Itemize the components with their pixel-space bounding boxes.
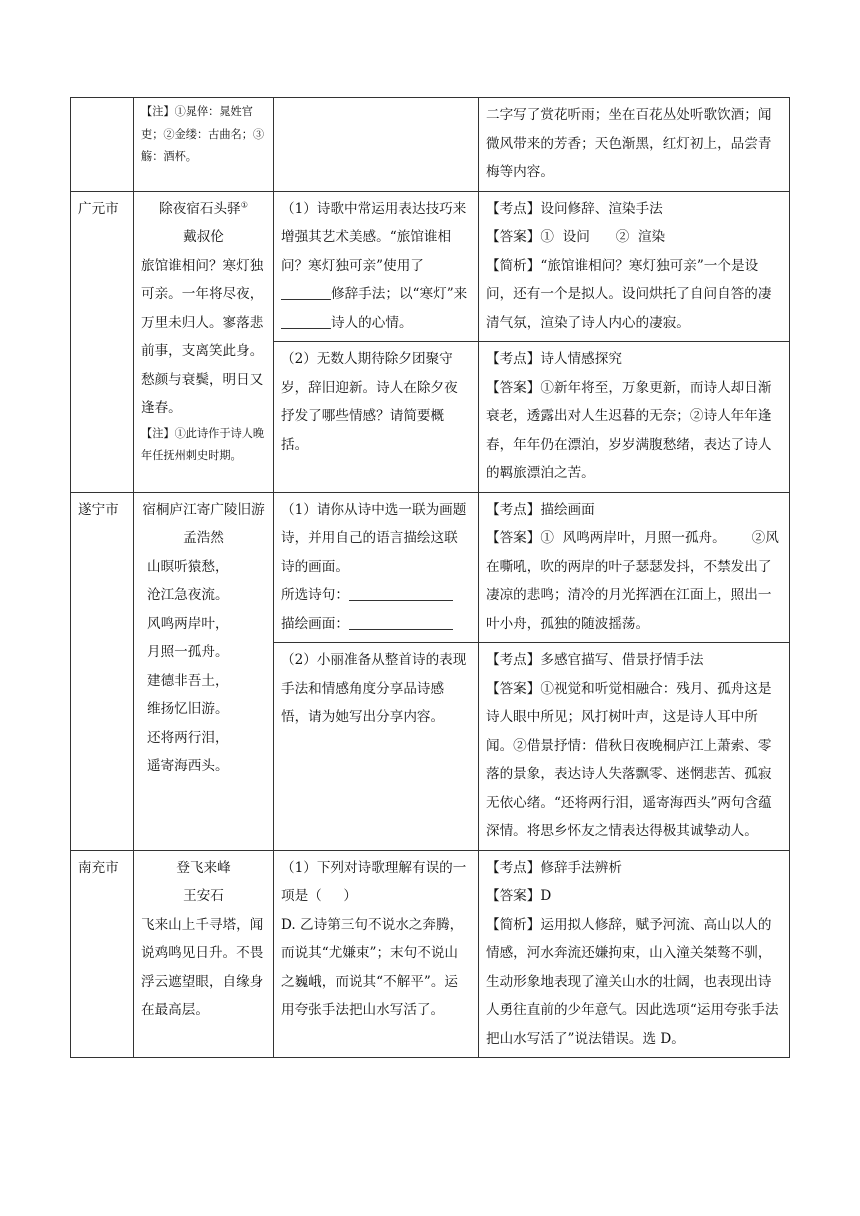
question-text: （1）请你从诗中选一联为画题诗，并用自己的语言描绘这联诗的画面。 <box>281 501 467 575</box>
poem-line: 还将两行泪， <box>147 729 229 746</box>
poem-line: 山暝听猿愁， <box>147 558 229 575</box>
question-text: （2）无数人期待除夕团聚守岁，辞旧迎新。诗人在除夕夜抒发了哪些情感？请简要概括。 <box>281 351 458 453</box>
answer-blank <box>349 585 453 601</box>
poem-note: 【注】①此诗作于诗人晚年任抚州刺史时期。 <box>141 426 265 462</box>
answer-key: 【答案】①新年将至，万象更新，而诗人却日渐衰老，透露出对人生迟暮的无奈；②诗人年年逢春，年年仍在漂泊，岁岁满腹愁绪，表达了诗人的羁旅漂泊之苦。 <box>486 379 772 481</box>
question-text: （1）诗歌中常运用表达技巧来增强其艺术美感。“旅馆谁相问？寒灯独可亲”使用了 <box>281 200 467 274</box>
answer-cell <box>479 850 790 1058</box>
answer-topic: 【考点】修辞手法辨析 <box>486 859 622 876</box>
answer-key: 【答案】① 设问 ② 渲染 <box>486 229 666 245</box>
poem-cell <box>134 98 274 192</box>
poem-author: 王安石 <box>183 888 224 904</box>
question-option: D. 乙诗第三句不说水之奔腾，而说其“尤嫌束”；末句不说山之巍峨，而说其“不解平”。运用夸张手法把山水写活了。 <box>281 916 464 1018</box>
answer-cell <box>479 342 790 493</box>
table-row <box>71 98 790 192</box>
answer-cell <box>479 492 790 643</box>
poem-line: 沧江急夜流。 <box>147 587 229 603</box>
poem-title: 登飞来峰 <box>176 859 231 876</box>
poem-cell <box>134 191 274 492</box>
answer-blank <box>349 614 453 630</box>
poem-line: 维扬忆旧游。 <box>147 701 229 717</box>
question-cell <box>274 342 479 493</box>
answer-analysis: 【简析】运用拟人修辞，赋予河流、高山以人的情感，河水奔流还嫌拘束，山入潼关桀骜不驯，生动形象地表现了潼关山水的壮阔，也表现出诗人勇往直前的少年意气。因此选项“运用夸张手法把山水写活了”说法错误。选 D。 <box>486 916 779 1047</box>
table-row <box>71 191 790 342</box>
answer-topic: 【考点】设问修辞、渲染手法 <box>486 200 663 217</box>
answer-topic: 【考点】描绘画面 <box>486 501 595 518</box>
table-row <box>71 850 790 1058</box>
city-name: 广元市 <box>78 200 119 217</box>
poem-title: 宿桐庐江寄广陵旧游 <box>142 501 265 518</box>
answer-topic: 【考点】诗人情感探究 <box>486 351 622 367</box>
fill-line: 描绘画面： <box>281 610 471 639</box>
poetry-answer-table <box>70 97 790 1058</box>
question-cell <box>274 492 479 643</box>
question-cell <box>274 643 479 851</box>
fill-line: 所选诗句： <box>281 581 471 610</box>
answer-blank <box>281 313 331 329</box>
poem-line: 月照一孤舟。 <box>147 644 229 660</box>
answer-blank <box>281 284 331 300</box>
answer-text: 二字写了赏花听雨；坐在百花丛处听歌饮酒；闻微风带来的芳香；天色渐黑，红灯初上，品尝青梅等内容。 <box>486 107 772 180</box>
answer-key: 【答案】① 风鸣两岸叶，月照一孤舟。 ②风在嘶吼，吹的两岸的叶子瑟瑟发抖，不禁发出了凄凉的悲鸣；清冷的月光挥洒在江面上，照出一叶小舟，孤独的随波摇荡。 <box>486 530 779 632</box>
answer-key: 【答案】D <box>486 888 552 904</box>
answer-analysis: 【简析】“旅馆谁相问？寒灯独可亲”一个是设问，还有一个是拟人。设问烘托了自问自答的凄清气氛，渲染了诗人内心的凄寂。 <box>486 257 772 331</box>
footnote-marker: ① <box>240 199 248 209</box>
city-cell <box>71 191 134 492</box>
city-name: 遂宁市 <box>78 501 119 518</box>
answer-cell <box>479 643 790 851</box>
question-text: 修辞手法；以“寒灯”来 <box>331 286 468 302</box>
poem-title: 除夜宿石头驿① <box>159 199 248 217</box>
poem-line: 建德非吾土， <box>147 672 229 689</box>
poem-cell <box>134 850 274 1058</box>
answer-topic: 【考点】多感官描写、借景抒情手法 <box>486 652 704 668</box>
table-row <box>71 492 790 643</box>
question-text: （1）下列对诗歌理解有误的一项是（ ） <box>281 859 467 904</box>
city-cell <box>71 98 134 192</box>
poem-author: 孟浩然 <box>183 530 224 546</box>
poem-line: 风鸣两岸叶， <box>147 615 229 632</box>
poem-text: 旅馆谁相问？寒灯独可亲。一年将尽夜，万里未归人。寥落悲前事，支离笑此身。愁颜与衰鬓，明日又逢春。 <box>141 257 264 416</box>
question-cell <box>274 850 479 1058</box>
city-cell <box>71 850 134 1058</box>
question-cell <box>274 191 479 342</box>
answer-cell <box>479 191 790 342</box>
poem-cell <box>134 492 274 850</box>
poem-note: 【注】①晁倅：晁姓官吏；②金缕：古曲名；③觞：酒杯。 <box>141 105 265 163</box>
city-name: 南充市 <box>78 859 119 876</box>
city-cell <box>71 492 134 850</box>
answer-key: 【答案】①视觉和听觉相融合：残月、孤舟这是诗人眼中所见；风打树叶声，这是诗人耳中所闻。②借景抒情：借秋日夜晚桐庐江上萧索、零落的景象，表达诗人失落飘零、迷惘悲苦、孤寂无依心绪。“还将两行泪，遥寄海西头”两句含蕴深情。将思乡怀友之情表达得极其诚挚动人。 <box>486 680 772 839</box>
question-text: 诗人的心情。 <box>331 314 413 331</box>
poem-author: 戴叔伦 <box>183 229 224 245</box>
answer-cell <box>479 98 790 192</box>
question-text: （2）小丽准备从整首诗的表现手法和情感角度分享品诗感悟，请为她写出分享内容。 <box>281 652 467 725</box>
poem-line: 遥寄海西头。 <box>147 758 229 774</box>
question-cell <box>274 98 479 192</box>
poem-text: 飞来山上千寻塔，闻说鸡鸣见日升。不畏浮云遮望眼，自缘身在最高层。 <box>141 916 264 1018</box>
